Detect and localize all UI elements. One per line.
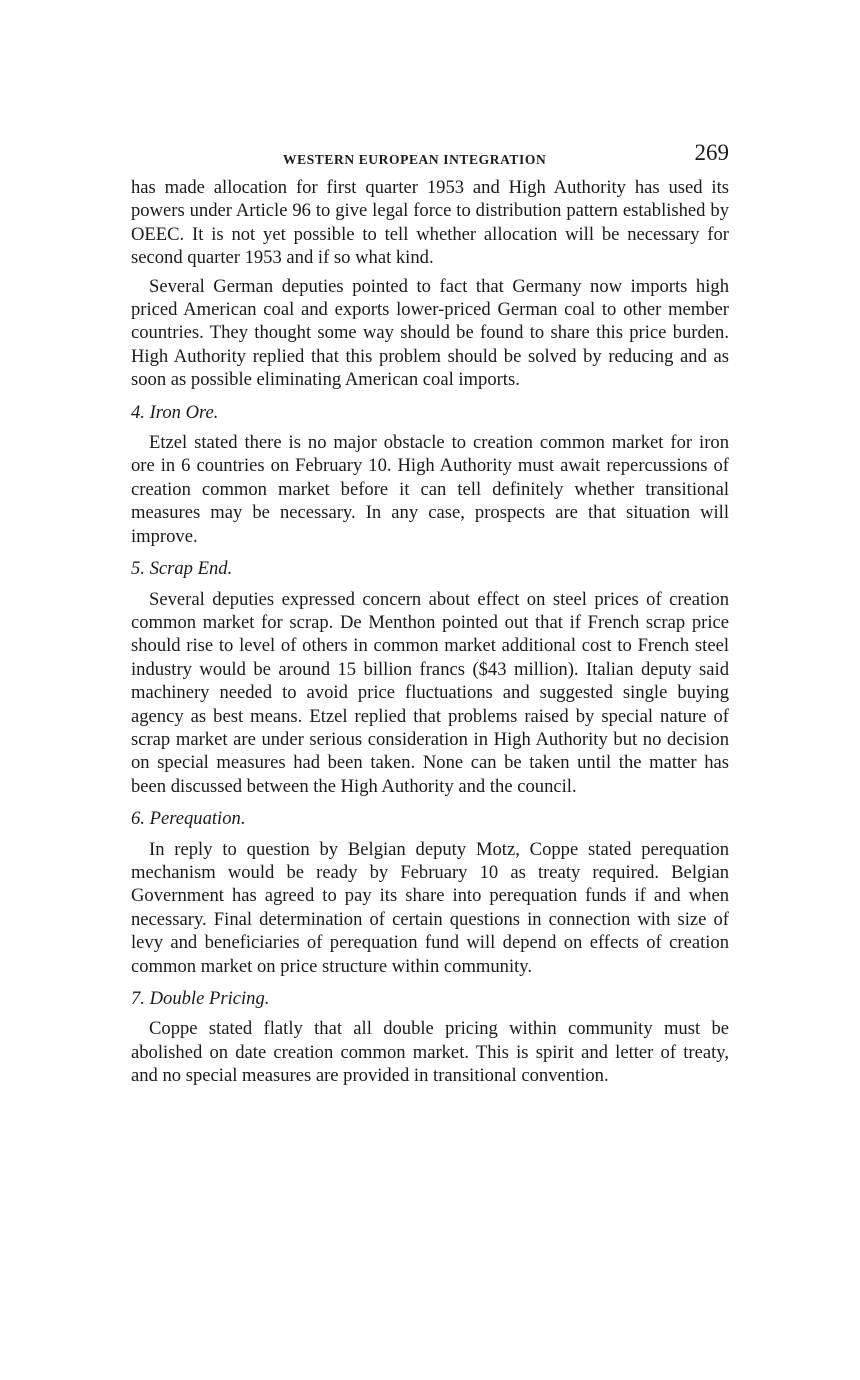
section-text-scrap-end: Several deputies expressed concern about effect on steel prices of creation common market for scrap. De Menthon pointed out that if French scrap price should rise to level of others in common market additional cost to French steel industry would be around 15 billion francs ($43 million). Italian deputy said machinery needed to avoid price fluctuations and suggested single buying agency as best means. Etzel replied that problems raised by special nature of scrap market are under serious consideration in High Authority but no decision on special measures had been taken. None can be taken until the matter has been discussed between the High Authority and the council. (131, 588, 729, 797)
running-title: WESTERN EUROPEAN INTEGRATION (283, 152, 547, 167)
document-page (131, 140, 729, 1088)
running-header (131, 140, 729, 176)
paragraph-german-deputies: Several German deputies pointed to fact that Germany now imports high priced American coal and exports lower-priced German coal to other member countries. They thought some way should be found to share this price burden. High Authority replied that this problem should be solved by reducing and as soon as possible eliminating American coal imports. (131, 275, 729, 391)
section-heading-perequation: 6. Perequation. (131, 808, 246, 830)
section-text-double-pricing: Coppe stated flatly that all double pricing within community must be abolished on date creation common market. This is spirit and letter of treaty, and no special measures are provided in transitional convention. (131, 1018, 729, 1087)
page-number: 269 (694, 140, 729, 165)
section-heading-double-pricing: 7. Double Pricing. (131, 988, 270, 1009)
section-heading-iron-ore: 4. Iron Ore. (131, 401, 219, 423)
section-text-iron-ore: Etzel stated there is no major obstacle to creation common market for iron ore in 6 countries on February 10. High Authority must await repercussions of creation common market before it can tell definitely whether transitional measures may be necessary. In any case, prospects are that situation will improve. (131, 432, 729, 547)
section-heading-scrap-end: 5. Scrap End. (131, 558, 233, 580)
section-text-perequation: In reply to question by Belgian deputy Motz, Coppe stated perequation mechanism would be ready by February 10 as treaty required. Belgian Government has agreed to pay its share into perequation funds if and when necessary. Final determination of certain questions in connection with size of levy and beneficiaries of perequation fund will depend on effects of creation common market on price structure within community. (131, 838, 729, 977)
paragraph-continued: has made allocation for first quarter 1953 and High Authority has used its powers under Article 96 to give legal force to distribution pattern established by OEEC. It is not yet possible to tell whether allocation will be necessary for second quarter 1953 and if so what kind. (131, 177, 729, 269)
